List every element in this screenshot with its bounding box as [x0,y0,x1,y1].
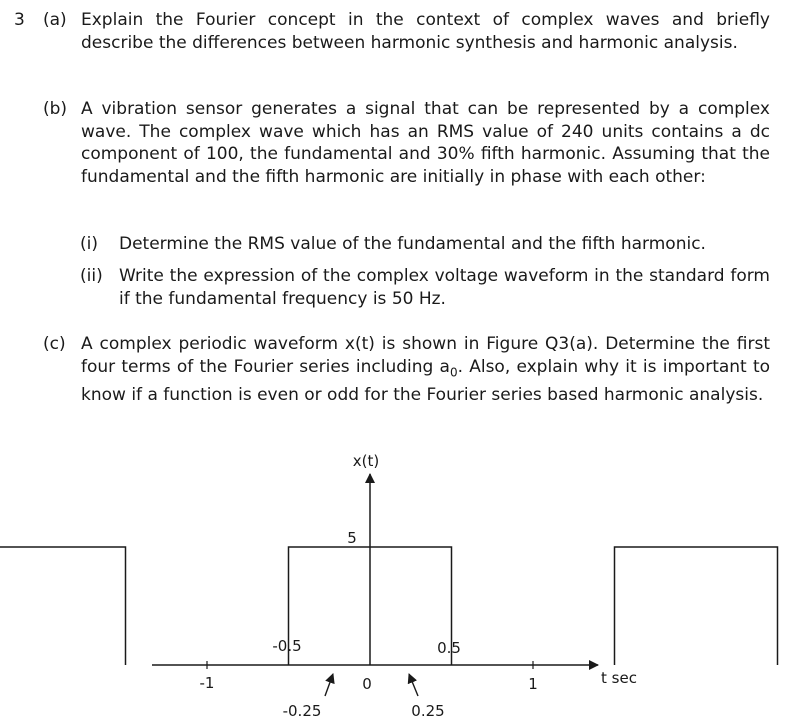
y-axis-label: x(t) [352,452,380,470]
subpart-i-text: Determine the RMS value of the fundamental and the fifth harmonic. [119,234,706,254]
tick-label-zero: 0 [362,675,372,693]
part-b-label: (b) [43,99,68,119]
tick-label-minus-half: -0.5 [272,637,302,655]
part-b-text: A vibration sensor generates a signal that can be represented by a complex wave. The complex wave which has an RMS value of 240 units contains a dc component of 100, the fundamental and 30% fifth harmonic. Assuming that the fundamental and the fifth harmonic are initially in phase with each other: [81,99,770,187]
part-c-text-before: A complex periodic waveform x(t) is shown in Figure Q3(a). Determine the first four terms of the Fourier series including a [81,334,770,377]
pulse-1 [0,547,126,665]
pulse-3 [615,547,778,665]
subpart-i-label: (i) [80,234,98,254]
tick-label-half: 0.5 [437,639,461,657]
quarter-pointer [409,674,418,696]
tick-label-one: 1 [528,675,538,693]
pulse-group [0,547,778,665]
part-a-text: Explain the Fourier concept in the context of complex waves and briefly describe the differences between harmonic synthesis and harmonic analysis. [81,10,770,53]
subpart-ii-text: Write the expression of the complex voltage waveform in the standard form if the fundamental frequency is 50 Hz. [119,266,770,309]
subpart-ii-label: (ii) [80,266,103,286]
x-axis-label: t sec [601,669,637,687]
question-number: 3 [14,10,25,30]
part-a-label: (a) [43,10,67,30]
tick-label-quarter: 0.25 [411,702,445,720]
amplitude-label: 5 [347,529,357,547]
part-c-subscript: 0 [449,364,458,379]
minus-quarter-pointer [325,674,333,696]
tick-label-minus-one: -1 [199,674,215,692]
part-c-text-after: . Also, explain why it is important to know if a function is even or odd for the Fourier series based harmonic analysis. [81,356,771,405]
tick-label-minus-quarter: -0.25 [282,702,322,720]
part-c-label: (c) [43,334,66,354]
